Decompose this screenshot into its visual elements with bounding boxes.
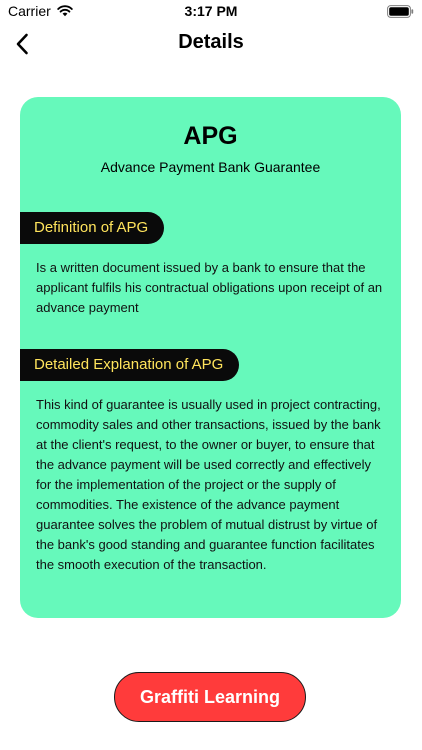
section-heading-explanation: Detailed Explanation of APG: [20, 349, 239, 381]
page-title: Details: [178, 31, 244, 53]
navigation-bar: [0, 24, 422, 64]
status-time: 3:17 PM: [184, 3, 238, 19]
definition-text: Is a written document issued by a bank to ensure that the applicant fulfils his contractual obligations upon receipt of an advance payment: [36, 260, 383, 315]
graffiti-learning-button[interactable]: Graffiti Learning: [114, 672, 306, 722]
content-card: [20, 97, 401, 618]
card-title: APG: [183, 122, 238, 150]
battery-icon: [387, 5, 414, 18]
card-subtitle: Advance Payment Bank Guarantee: [100, 159, 321, 175]
section-heading-definition: Definition of APG: [20, 212, 164, 244]
carrier-label: Carrier: [8, 3, 51, 19]
status-bar: [0, 0, 422, 24]
explanation-text: This kind of guarantee is usually used in project contracting, commodity sales and other transactions, issued by the bank at the client's request, to the owner or buyer, to ensure that the advance payment will be used correctly and effectively for the implementation of the project or the supply of commodities. The existence of the advance payment guarantee solves the problem of mutual distrust by virtue of the bank's good standing and guarantee function facilitates the smooth execution of the transaction.: [36, 397, 381, 572]
